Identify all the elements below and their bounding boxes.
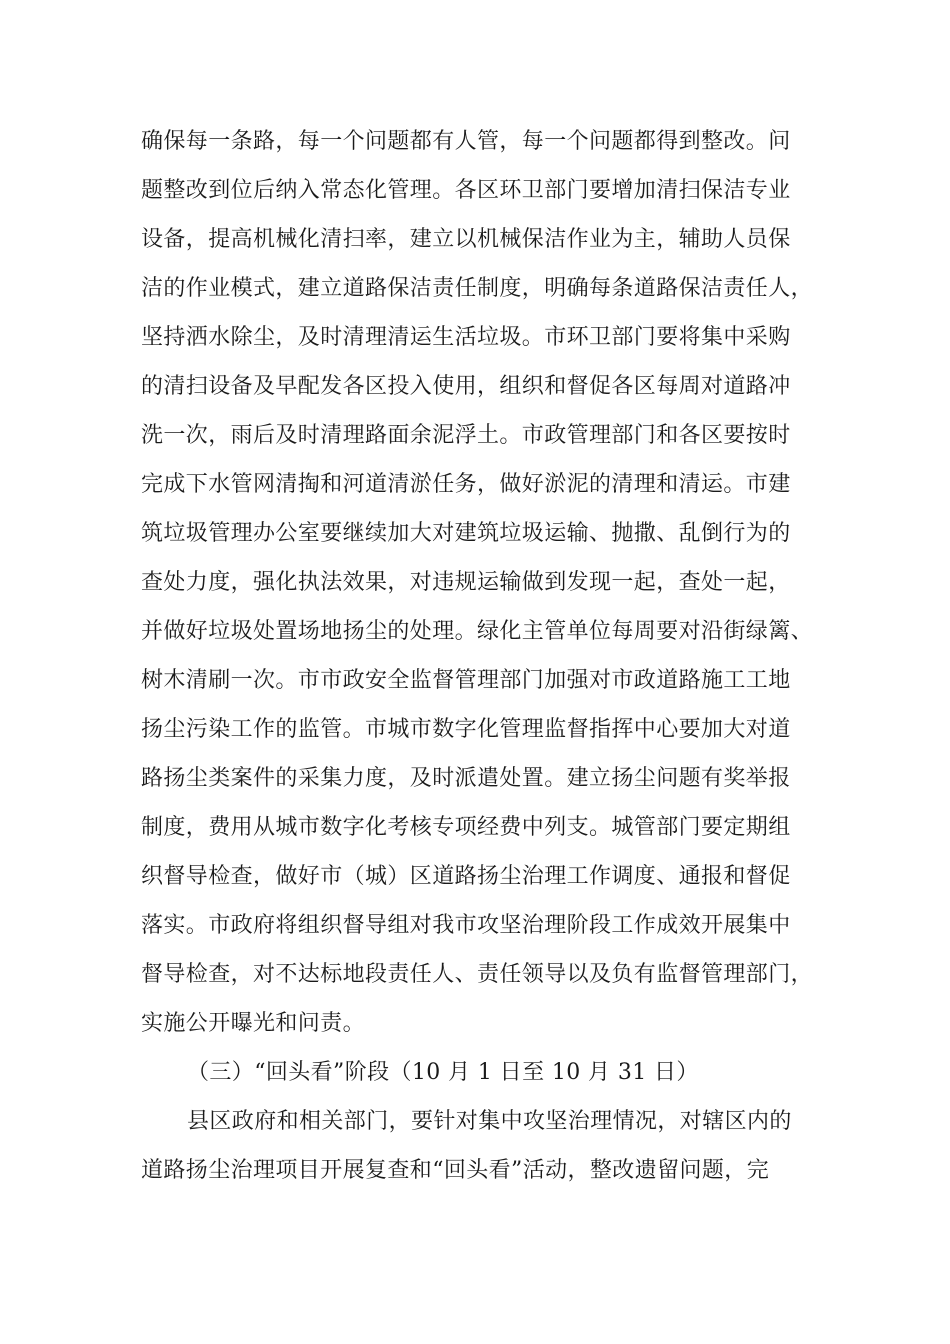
text-line: 实施公开曝光和问责。 — [141, 1011, 366, 1036]
text-line: 筑垃圾管理办公室要继续加大对建筑垃圾运输、抛撒、乱倒行为的 — [141, 521, 791, 546]
text-line: 洗一次，雨后及时清理路面余泥浮土。市政管理部门和各区要按时 — [141, 423, 791, 448]
text-line: 的清扫设备及早配发各区投入使用，组织和督促各区每周对道路冲 — [141, 374, 791, 399]
text-line: 查处力度，强化执法效果，对违规运输做到发现一起，查处一起， — [141, 570, 791, 595]
text-line: 设备，提高机械化清扫率，建立以机械保洁作业为主，辅助人员保 — [141, 227, 791, 252]
text-line: 题整改到位后纳入常态化管理。各区环卫部门要增加清扫保洁专业 — [141, 178, 791, 203]
text-line: 县区政府和相关部门，要针对集中攻坚治理情况，对辖区内的 — [187, 1109, 792, 1134]
text-line: 坚持洒水除尘，及时清理清运生活垃圾。市环卫部门要将集中采购 — [141, 325, 791, 350]
text-line: 扬尘污染工作的监管。市城市数字化管理监督指挥中心要加大对道 — [141, 717, 791, 742]
text-line: 完成下水管网清掏和河道清淤任务，做好淤泥的清理和清运。市建 — [141, 472, 791, 497]
text-line: 确保每一条路，每一个问题都有人管，每一个问题都得到整改。问 — [141, 129, 791, 154]
text-line: 督导检查，对不达标地段责任人、责任领导以及负有监督管理部门， — [141, 962, 814, 987]
section-heading: （三）“回头看”阶段（10 月 1 日至 10 月 31 日） — [187, 1060, 699, 1085]
text-line: 道路扬尘治理项目开展复查和“回头看”活动，整改遗留问题，完 — [141, 1158, 770, 1183]
text-line: 并做好垃圾处置场地扬尘的处理。绿化主管单位每周要对沿街绿篱、 — [141, 619, 814, 644]
text-line: 洁的作业模式，建立道路保洁责任制度，明确每条道路保洁责任人， — [141, 276, 814, 301]
text-line: 路扬尘类案件的采集力度，及时派遣处置。建立扬尘问题有奖举报 — [141, 766, 791, 791]
text-line: 落实。市政府将组织督导组对我市攻坚治理阶段工作成效开展集中 — [141, 913, 791, 938]
text-line: 织督导检查，做好市（城）区道路扬尘治理工作调度、通报和督促 — [141, 864, 791, 889]
text-line: 树木清刷一次。市市政安全监督管理部门加强对市政道路施工工地 — [141, 668, 791, 693]
text-line: 制度，费用从城市数字化考核专项经费中列支。城管部门要定期组 — [141, 815, 791, 840]
